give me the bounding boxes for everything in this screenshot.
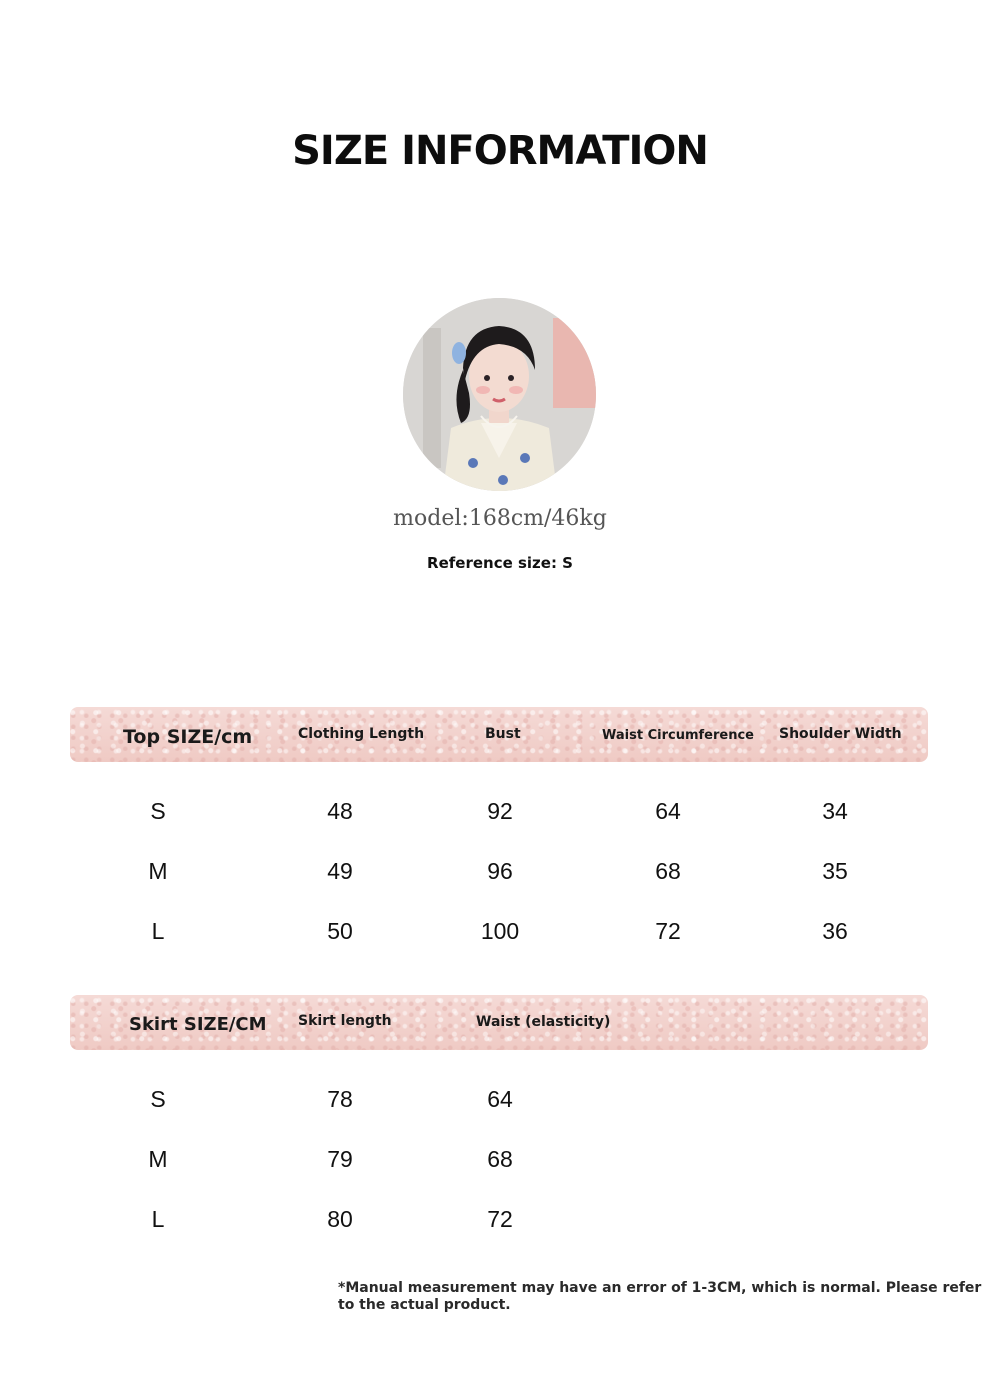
top-size-header: Top SIZE/cm (123, 726, 253, 748)
model-photo (403, 298, 596, 491)
table-cell: 64 (487, 1086, 513, 1112)
table-cell: 36 (822, 918, 848, 944)
bust-header: Bust (485, 726, 521, 742)
measurement-note: *Manual measurement may have an error of 1-3CM, which is normal. Please refer to the actual product. (338, 1280, 982, 1313)
table-cell: 34 (822, 798, 848, 824)
waist-circumference-header: Waist Circumference (602, 728, 754, 743)
table-cell: 49 (327, 858, 353, 884)
model-measurements: model:168cm/46kg (393, 506, 607, 531)
table-cell: 80 (327, 1206, 353, 1232)
table-cell: 68 (655, 858, 681, 884)
table-cell: 96 (487, 858, 513, 884)
shoulder-width-header: Shoulder Width (779, 726, 902, 742)
table-cell: 50 (327, 918, 353, 944)
table-cell: M (148, 858, 168, 884)
table-cell: 72 (655, 918, 681, 944)
skirt-size-header: Skirt SIZE/CM (129, 1014, 267, 1035)
skirt-length-header: Skirt length (298, 1013, 392, 1029)
table-cell: 100 (480, 918, 520, 944)
table-cell: 64 (655, 798, 681, 824)
waist-elasticity-header: Waist (elasticity) (476, 1014, 611, 1030)
table-cell: 72 (487, 1206, 513, 1232)
table-cell: 48 (327, 798, 353, 824)
table-cell: M (148, 1146, 168, 1172)
clothing-length-header: Clothing Length (298, 726, 425, 742)
table-cell: S (150, 1086, 166, 1112)
table-cell: 79 (327, 1146, 353, 1172)
table-cell: 35 (822, 858, 848, 884)
page-title: SIZE INFORMATION (292, 128, 708, 174)
table-cell: 68 (487, 1146, 513, 1172)
table-cell: 92 (487, 798, 513, 824)
table-cell: S (150, 798, 166, 824)
table-cell: 78 (327, 1086, 353, 1112)
table-cell: L (151, 918, 165, 944)
table-cell: L (151, 1206, 165, 1232)
reference-size: Reference size: S (427, 554, 573, 572)
